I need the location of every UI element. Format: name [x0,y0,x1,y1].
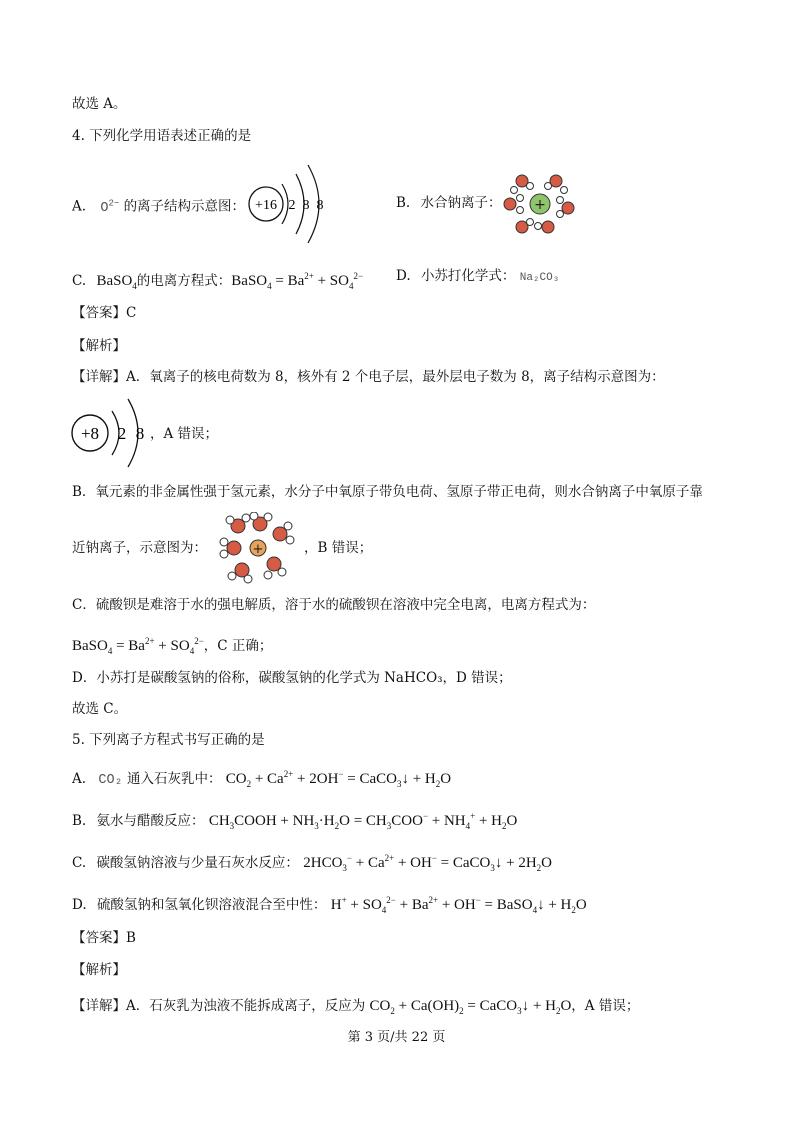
shell-2-count: 8 [302,198,310,213]
answer-tag: 【答案】C [72,305,137,321]
shell-3-count: 8 [316,198,324,213]
option-label: A. [72,198,87,215]
shell-1-count: 2 [117,424,127,443]
q4-option-c: C. BaSO$_4$的电离方程式：BaSO$_4$ = $Ba^{2+} + SO_4^{2-}$ [72,271,364,291]
q5-option-b: B. 氨水与醋酸反应： $CH_3COOH + NH_3\cdot H_2O = CH_3COO^- + NH_4^+ + H_2O$ [72,811,518,831]
q5-option-c: C. 碳酸氢钠溶液与少量石灰水反应： $2HCO_3^- + Ca^{2+} + OH^-$ = CaCO$_3$↓ + $2H_2O$ [72,853,552,873]
q5-detail-a: 【详解】A．石灰乳为浊液不能拆成离子，反应为 $CO_2 + Ca(OH)_2$ = CaCO$_3$↓ + $H_2O$，A 错误； [72,998,640,1016]
option-text: 小苏打化学式： [420,268,516,284]
nucleus-charge: +16 [255,198,277,213]
option-label: D. [396,268,411,284]
q5-stem: 5. 下列离子方程式书写正确的是 [72,732,265,748]
option-text: 的电离方程式： [136,273,232,289]
detail-a-tail: ，A 错误； [150,426,219,442]
ion-symbol: $O^{2-}$ [100,198,120,216]
hydrated-sodium-ion-correct-diagram [218,512,302,584]
s-ion-structure-diagram [244,162,334,246]
svg-text:+: + [534,197,546,213]
detail-b-tail: ，B 错误； [304,540,373,556]
q4-option-d [396,266,559,288]
conclusion: 故选 C。 [72,701,128,717]
shell-2-count: 8 [135,424,145,443]
detail-b-2: 近钠离子，示意图为： [72,540,207,556]
option-text: 的离子结构示意图： [123,198,246,215]
oxide-ion-structure-diagram [68,397,160,469]
detail-b: B．氧元素的非金属性强于氢元素，水分子中氧原子带负电荷、氢原子带正电荷，则水合钠离子中氧原子靠 [72,484,703,500]
shell-1-count: 2 [288,198,296,213]
analysis-tag: 【解析】 [72,338,126,354]
detail-c: C．硫酸钡是难溶于水的强电解质，溶于水的硫酸钡在溶液中完全电离，电离方程式为： [72,597,596,613]
page-footer: 第 3 页/共 22 页 [347,1030,446,1045]
nucleus-charge: +8 [80,424,100,443]
q4-option-b [396,193,502,213]
prev-answer: 故选 A。 [72,96,127,112]
detail-c-equation: BaSO$_4$ = $Ba^{2+} + SO_4^{2-}$，C 正确； [72,636,273,656]
option-label: C. [72,273,87,289]
q5-analysis-tag: 【解析】 [72,962,126,978]
option-text: 水合钠离子： [420,195,502,211]
svg-text:+: + [252,542,264,557]
q5-option-d: D. 硫酸氢钠和氢氧化钡溶液混合至中性： $H^+ + SO_4^{2-} + Ba^{2+} + OH^-$ = BaSO$_4$↓ + $H_2O$ [72,895,587,915]
q4-option-a [72,193,245,219]
detail-a: 【详解】A．氧离子的核电荷数为 8，核外有 2 个电子层，最外层电子数为 8，离子结构示意图为： [72,369,665,385]
q5-answer-tag: 【答案】B [72,930,136,946]
q5-option-a: A. CO₂ 通入石灰乳中： $CO_2 + Ca^{2+} + 2OH^-$ = CaCO$_3$↓ + $H_2O$ [72,769,452,789]
hydrated-sodium-ion-diagram-b [500,170,580,236]
water-molecules [504,175,574,233]
formula: Na₂CO₃ [519,272,560,284]
detail-d: D．小苏打是碳酸氢钠的俗称，碳酸氢钠的化学式为 NaHCO₃，D 错误； [72,670,512,686]
option-label: B. [396,195,411,211]
q4-stem: 4. 下列化学用语表述正确的是 [72,128,252,144]
